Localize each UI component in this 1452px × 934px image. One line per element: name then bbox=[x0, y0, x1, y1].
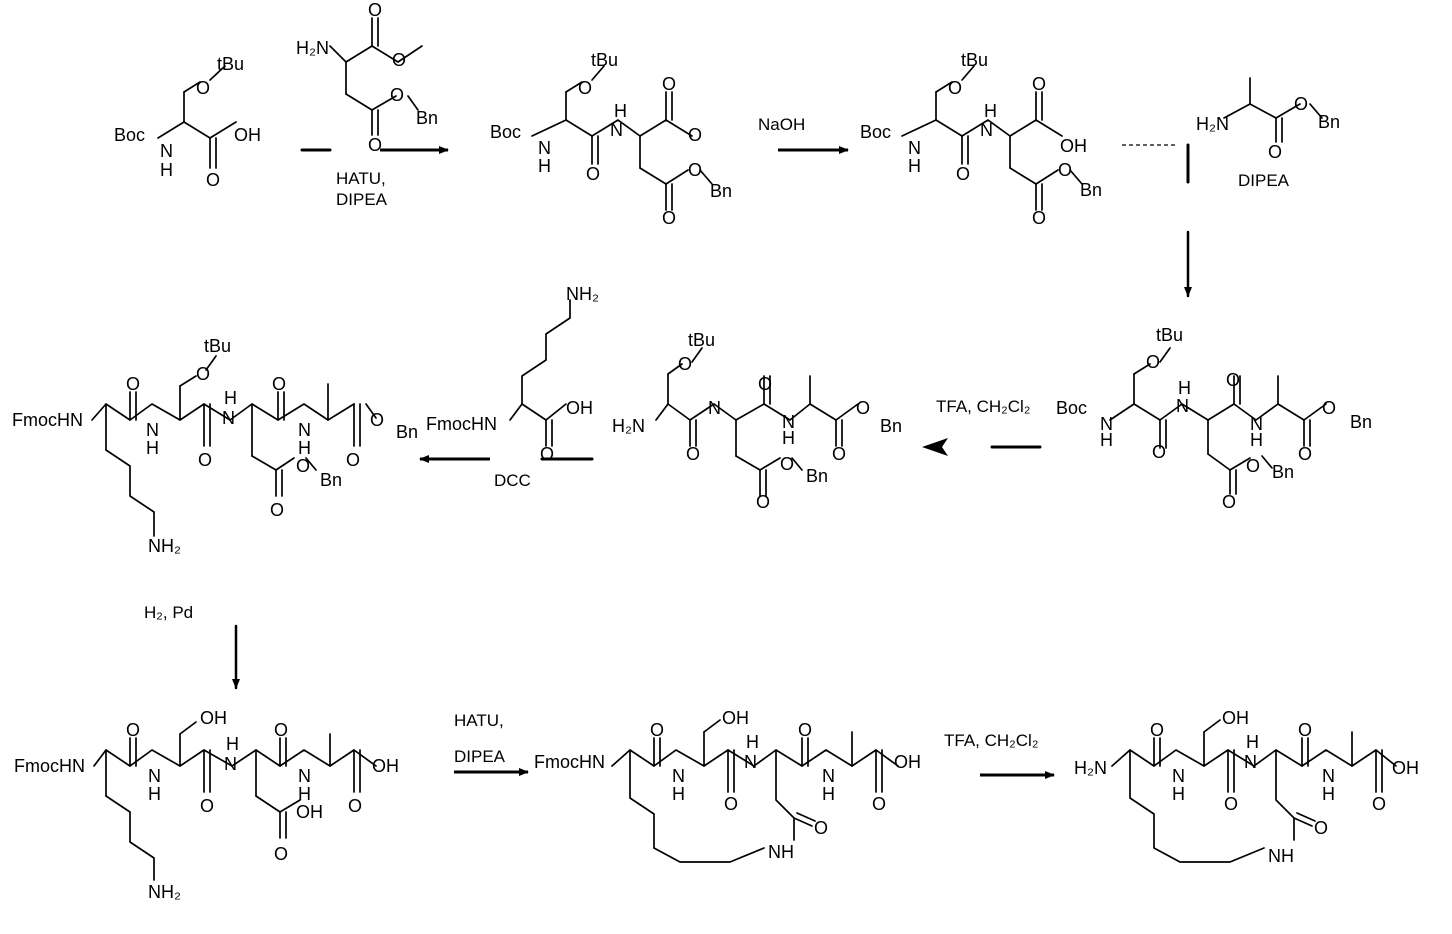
reagent-step8: TFA, CH₂Cl₂ bbox=[944, 731, 1039, 750]
atom-h: H bbox=[298, 438, 311, 458]
atom-h: H bbox=[1100, 430, 1113, 450]
atom-h: H bbox=[1172, 784, 1185, 804]
atom-o: O bbox=[662, 208, 677, 228]
atom-o: O bbox=[540, 444, 555, 464]
atom-h: H bbox=[822, 784, 835, 804]
reagent-step3: DIPEA bbox=[1238, 171, 1290, 190]
atom-tbu: tBu bbox=[1156, 325, 1184, 345]
atom-o: O bbox=[872, 794, 887, 814]
atom-nh: NH bbox=[1268, 846, 1294, 866]
atom-n: N bbox=[148, 766, 161, 786]
reaction-arrow-4-head bbox=[922, 438, 948, 456]
atom-oh: OH bbox=[234, 125, 261, 145]
reagent-step6: H₂, Pd bbox=[144, 603, 194, 622]
atom-o: O bbox=[198, 450, 213, 470]
atom-nh2: NH₂ bbox=[148, 882, 181, 902]
atom-n: N bbox=[146, 420, 159, 440]
atom-h: H bbox=[146, 438, 159, 458]
atom-o: O bbox=[1150, 720, 1165, 740]
atom-o: O bbox=[126, 374, 141, 394]
dipeptide-ester-structure bbox=[490, 50, 732, 228]
atom-o: O bbox=[1298, 720, 1313, 740]
reagent-step7-line1: HATU, bbox=[454, 711, 504, 730]
atom-o: O bbox=[724, 794, 739, 814]
atom-o: O bbox=[346, 450, 361, 470]
atom-h: H bbox=[148, 784, 161, 804]
atom-o: O bbox=[274, 720, 289, 740]
atom-bn: Bn bbox=[806, 466, 829, 486]
atom-oh: OH bbox=[722, 708, 749, 728]
atom-bn: Bn bbox=[1272, 462, 1295, 482]
reagent-step5: DCC bbox=[494, 471, 531, 490]
ala-benzyl-ester-structure bbox=[1196, 78, 1340, 162]
atom-tbu: tBu bbox=[591, 50, 619, 70]
atom-o: O bbox=[206, 170, 221, 190]
atom-o: O bbox=[196, 78, 211, 98]
atom-n: N bbox=[222, 408, 235, 428]
atom-o: O bbox=[586, 164, 601, 184]
atom-o: O bbox=[296, 456, 311, 476]
reagent-step7-line2: DIPEA bbox=[454, 747, 506, 766]
atom-fmochn: FmocHN bbox=[426, 414, 497, 434]
atom-bn: Bn bbox=[416, 108, 439, 128]
atom-n: N bbox=[224, 754, 237, 774]
atom-h: H bbox=[538, 156, 551, 176]
atom-h: H bbox=[1246, 732, 1259, 752]
atom-oh: OH bbox=[566, 398, 593, 418]
atom-o: O bbox=[1032, 208, 1047, 228]
atom-n: N bbox=[160, 141, 173, 161]
atom-boc: Boc bbox=[1056, 398, 1088, 418]
atom-n: N bbox=[908, 138, 921, 158]
atom-h: H bbox=[160, 160, 173, 180]
atom-o: O bbox=[1058, 160, 1073, 180]
atom-o: O bbox=[370, 410, 385, 430]
atom-h2n: H₂N bbox=[1196, 114, 1229, 134]
atom-boc: Boc bbox=[114, 125, 146, 145]
atom-o: O bbox=[856, 398, 871, 418]
atom-h: H bbox=[782, 428, 795, 448]
atom-tbu: tBu bbox=[961, 50, 989, 70]
atom-o: O bbox=[650, 720, 665, 740]
atom-o: O bbox=[758, 374, 773, 394]
fmoc-lys-oh-structure bbox=[426, 284, 599, 464]
atom-n: N bbox=[1322, 766, 1335, 786]
atom-o: O bbox=[814, 818, 829, 838]
atom-tbu: tBu bbox=[204, 336, 232, 356]
atom-o: O bbox=[662, 74, 677, 94]
atom-o: O bbox=[126, 720, 141, 740]
boc-tripeptide-structure bbox=[1056, 325, 1372, 512]
atom-o: O bbox=[1268, 142, 1283, 162]
atom-h: H bbox=[1322, 784, 1335, 804]
atom-bn: Bn bbox=[1350, 412, 1373, 432]
atom-h: H bbox=[984, 101, 997, 121]
atom-o: O bbox=[1314, 818, 1329, 838]
reagent-step2: NaOH bbox=[758, 115, 806, 134]
atom-n: N bbox=[1176, 396, 1189, 416]
fmoc-tetrapeptide-structure bbox=[12, 336, 418, 556]
atom-o: O bbox=[832, 444, 847, 464]
atom-o: O bbox=[392, 50, 407, 70]
atom-oh: OH bbox=[1392, 758, 1419, 778]
atom-n: N bbox=[782, 412, 795, 432]
reagent-step1-line1: HATU, bbox=[336, 169, 386, 188]
atom-n: N bbox=[610, 120, 623, 140]
atom-o: O bbox=[348, 796, 363, 816]
atom-nh: NH bbox=[768, 842, 794, 862]
atom-bn: Bn bbox=[710, 181, 733, 201]
atom-h: H bbox=[746, 732, 759, 752]
atom-oh: OH bbox=[1222, 708, 1249, 728]
asp-diester-structure bbox=[296, 0, 438, 155]
atom-o: O bbox=[688, 125, 703, 145]
atom-o: O bbox=[1224, 794, 1239, 814]
atom-h: H bbox=[1250, 430, 1263, 450]
atom-boc: Boc bbox=[860, 122, 892, 142]
atom-o: O bbox=[390, 85, 405, 105]
atom-o: O bbox=[200, 796, 215, 816]
atom-o: O bbox=[196, 364, 211, 384]
atom-h: H bbox=[298, 784, 311, 804]
atom-n: N bbox=[298, 420, 311, 440]
atom-oh: OH bbox=[296, 802, 323, 822]
atom-nh2: NH₂ bbox=[148, 536, 181, 556]
atom-h2n: H₂N bbox=[296, 38, 329, 58]
atom-h: H bbox=[1178, 378, 1191, 398]
linear-tetrapeptide-structure bbox=[14, 708, 399, 902]
reagent-step4: TFA, CH₂Cl₂ bbox=[936, 397, 1031, 416]
atom-h2n: H₂N bbox=[612, 416, 645, 436]
atom-o: O bbox=[1298, 444, 1313, 464]
atom-n: N bbox=[708, 398, 721, 418]
amine-tripeptide-structure bbox=[612, 330, 902, 512]
atom-fmochn: FmocHN bbox=[12, 410, 83, 430]
atom-h: H bbox=[224, 388, 237, 408]
atom-tbu: tBu bbox=[217, 54, 245, 74]
atom-h: H bbox=[226, 734, 239, 754]
atom-n: N bbox=[672, 766, 685, 786]
atom-o: O bbox=[756, 492, 771, 512]
atom-bn: Bn bbox=[320, 470, 343, 490]
atom-o: O bbox=[798, 720, 813, 740]
atom-h: H bbox=[672, 784, 685, 804]
atom-h: H bbox=[908, 156, 921, 176]
atom-bn: Bn bbox=[880, 416, 903, 436]
atom-o: O bbox=[686, 444, 701, 464]
atom-o: O bbox=[368, 135, 383, 155]
atom-o: O bbox=[274, 844, 289, 864]
atom-fmochn: FmocHN bbox=[534, 752, 605, 772]
dipeptide-acid-structure bbox=[860, 50, 1102, 228]
atom-oh: OH bbox=[200, 708, 227, 728]
atom-o: O bbox=[1222, 492, 1237, 512]
atom-o: O bbox=[578, 78, 593, 98]
atom-o: O bbox=[678, 354, 693, 374]
atom-boc: Boc bbox=[490, 122, 522, 142]
atom-o: O bbox=[1246, 456, 1261, 476]
atom-bn: Bn bbox=[396, 422, 419, 442]
atom-o: O bbox=[1322, 398, 1337, 418]
atom-n: N bbox=[822, 766, 835, 786]
atom-oh: OH bbox=[372, 756, 399, 776]
atom-h2n: H₂N bbox=[1074, 758, 1107, 778]
atom-n: N bbox=[538, 138, 551, 158]
final-cyclic-peptide-structure bbox=[1074, 708, 1419, 866]
atom-o: O bbox=[272, 374, 287, 394]
atom-o: O bbox=[780, 454, 795, 474]
atom-o: O bbox=[1146, 352, 1161, 372]
atom-o: O bbox=[948, 78, 963, 98]
atom-o: O bbox=[956, 164, 971, 184]
atom-o: O bbox=[270, 500, 285, 520]
atom-nh2: NH₂ bbox=[566, 284, 599, 304]
atom-o: O bbox=[1372, 794, 1387, 814]
atom-h: H bbox=[614, 101, 627, 121]
atom-oh: OH bbox=[1060, 136, 1087, 156]
reagent-step1-line2: DIPEA bbox=[336, 190, 388, 209]
atom-o: O bbox=[1032, 74, 1047, 94]
atom-o: O bbox=[1294, 94, 1309, 114]
atom-o: O bbox=[1152, 442, 1167, 462]
atom-oh: OH bbox=[894, 752, 921, 772]
atom-o: O bbox=[1226, 370, 1241, 390]
atom-n: N bbox=[1244, 752, 1257, 772]
atom-n: N bbox=[1172, 766, 1185, 786]
atom-n: N bbox=[744, 752, 757, 772]
atom-bn: Bn bbox=[1080, 180, 1103, 200]
cyclic-fmoc-peptide-structure bbox=[534, 708, 921, 862]
atom-n: N bbox=[1250, 414, 1263, 434]
atom-o: O bbox=[688, 160, 703, 180]
atom-n: N bbox=[980, 120, 993, 140]
atom-fmochn: FmocHN bbox=[14, 756, 85, 776]
atom-o: O bbox=[368, 0, 383, 20]
atom-tbu: tBu bbox=[688, 330, 716, 350]
boc-ser-tbu-oh-structure bbox=[114, 54, 261, 190]
atom-bn: Bn bbox=[1318, 112, 1341, 132]
atom-n: N bbox=[298, 766, 311, 786]
atom-n: N bbox=[1100, 414, 1113, 434]
